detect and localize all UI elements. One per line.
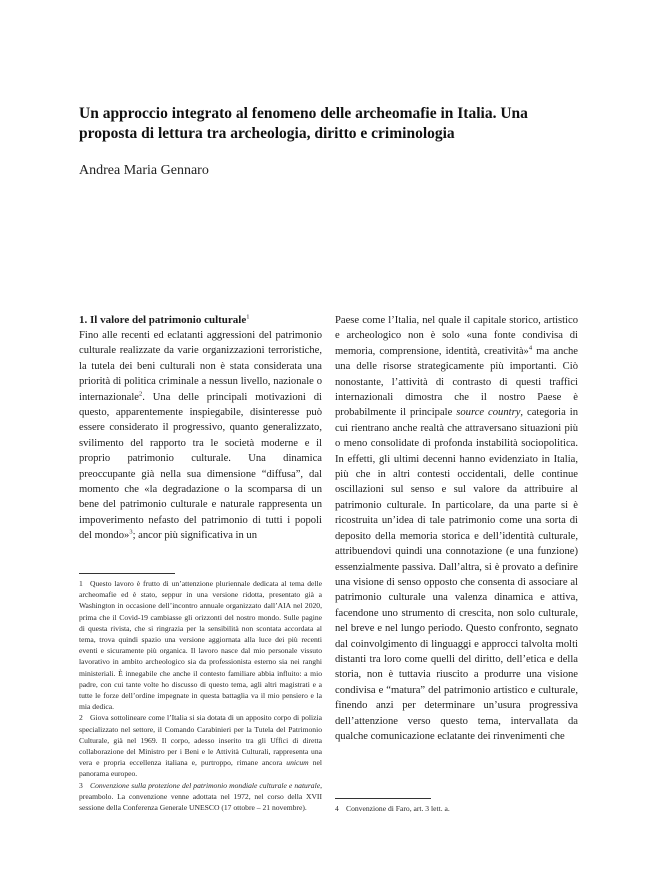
body-text: Paese come l’Italia, nel quale il capitale storico, artistico e archeologico non è solo «una fonte condivisa di memoria, comprensione, identità, creatività» [335,315,578,357]
footnote [79,780,322,814]
footnote-text: Giova sottolineare come l’Italia si sia dotata di un apposito corpo di polizia specializzato nel settore, il Comando Carabinieri per la Tutela del Patrimonio Culturale, già nel 1969. Il corpo, adesso inserito tra gli Uffici di diretta collaborazione del Ministro per i Beni e le Attività Culturali, rappresenta una vera e propria eccellenza italiana e, purtroppo, rimane ancora [79,713,322,768]
footnote-emphasis: unicum [286,758,309,768]
footnote-number: 2 [79,713,83,723]
section-heading [79,313,322,328]
footnote-ref: 4 [528,344,533,352]
footnote-separator [335,798,431,799]
footnote-text: Convenzione di Faro, art. 3 lett. a. [346,804,450,813]
body-paragraph [79,328,322,544]
body-text: , categoria in cui rientrano anche realtà che attraversano situazioni più o meno consolidate di profonda instabilità sociopolitica. In effetti, gli ultimi decenni hanno evidenziato in Italia, più che in altri contesti occidentali, delle continue oscillazioni sul senso e sul valore da attribuire al patrimonio culturale. In particolare, da una parte si è ricostruita un’idea di tale patrimonio come una sorta di deposito della memoria storica e dell’identità culturale, attribuendovi quindi una connotazione (e una funzione) essenzialmente passiva. Dall’altra, si è provato a definire una visione di senso opposto che consenta di associare al patrimonio culturale una valenza dinamica e attiva, facendone uno strumento di crescita, non solo culturale, nel breve e nel lungo periodo. Questo confronto, segnato dal coinvolgimento di linguaggi e approcci talvolta molti distanti tra loro come quelli del diritto, dell’etica e della storia, non è tuttavia riuscito a produrre una visione condivisa e “matura” del patrimonio artistico e culturale, finendo anzi per determinare un’usura progressiva dell’attenzione verso questo tema, intervallata da qualche comunicazione eclatante dei rinvenimenti che [335,407,578,742]
footnote-text: nel panorama europeo. [79,758,322,779]
footnote-text: Questo lavoro è frutto di un’attenzione pluriennale dedicata al tema delle archeomafie ed è stato, seppur in una versione ridotta, presentato già a Washington in occasione dell’incontro annuale organizzato dall’AIA nel 2020, prima che il Covid-19 cambiasse gli orizzonti del nostro mondo. Sulle pagine di questa rivista, che si ringrazia per la sensibilità non scontata accordata al tema, trova quindi spazio una versione aggiornata alla luce dei più recenti eventi e sicuramente più organica. Il lavoro nasce dal mio personale vissuto lavorativo in ambito archeologico sia da professionista esterno sia nei ranghi ministeriali. È innegabile che anche il contesto familiare abbia influito: a mio padre, con cui tante volte ho discusso di questo tema, agli altri magistrati e a tutte le forze dell’ordine impegnate in questa battaglia va il mio pensiero e la mia dedica. [79,579,322,712]
body-text: ; ancor più significativa in un [132,530,258,542]
body-text: Fino alle recenti ed eclatanti aggressioni del patrimonio culturale realizzate da varie organizzazioni terroristiche, la tutela dei beni culturali non è stata considerata una priorità di politica criminale a nessun livello, nazionale o internazionale [79,330,322,403]
body-column-left [79,313,322,544]
footnote [79,578,322,712]
footnote-ref: 3 [129,528,133,536]
footnote-emphasis: Convenzione sulla protezione del patrimonio mondiale culturale e naturale [90,780,321,790]
footnote [335,803,578,814]
body-column-right [335,313,578,744]
body-text: ma anche una delle risorse strategicamente più importanti. Ciò nonostante, l’attività di contrasto di questi traffici internazionali dimostra che il nostro Paese è probabilmente il principale [335,345,578,419]
footnote-separator [79,573,175,574]
footnote-ref: 2 [139,390,143,398]
body-text: . Una delle principali motivazioni di questo, apparentemente inspiegabile, disinteresse può essere considerato il progressivo, quanto generalizzato, svilimento del rapporto tra le società moderne e il proprio patrimonio culturale. Una dinamica preoccupante già nella sua dimensione “diffusa”, dal momento che «la degradazione o la scomparsa di un bene del patrimonio culturale e naturale rappresenta un impoverimento nefasto del patrimonio di tutti i popoli del mondo» [79,391,322,542]
footnotes-right [335,803,578,814]
body-paragraph [335,313,578,744]
footnote [79,712,322,779]
footnote-number: 3 [79,780,83,790]
footnote-number: 1 [79,579,83,588]
footnote-text: , preambolo. La convenzione venne adottata nel 1972, nel corso della XVII sessione della Conferenza Generale UNESCO (17 ottobre – 21 novembre). [79,780,322,813]
emphasis-text: source country [456,407,521,419]
article-author: Andrea Maria Gennaro [79,163,209,178]
footnote-number: 4 [335,804,339,813]
section-heading-text: 1. Il valore del patrimonio culturale [79,314,247,326]
article-title: Un approccio integrato al fenomeno delle archeomafie in Italia. Una proposta di lettura tra archeologia, diritto e criminologia [79,105,528,142]
footnote-ref: 1 [246,313,250,321]
footnotes-left [79,578,322,813]
